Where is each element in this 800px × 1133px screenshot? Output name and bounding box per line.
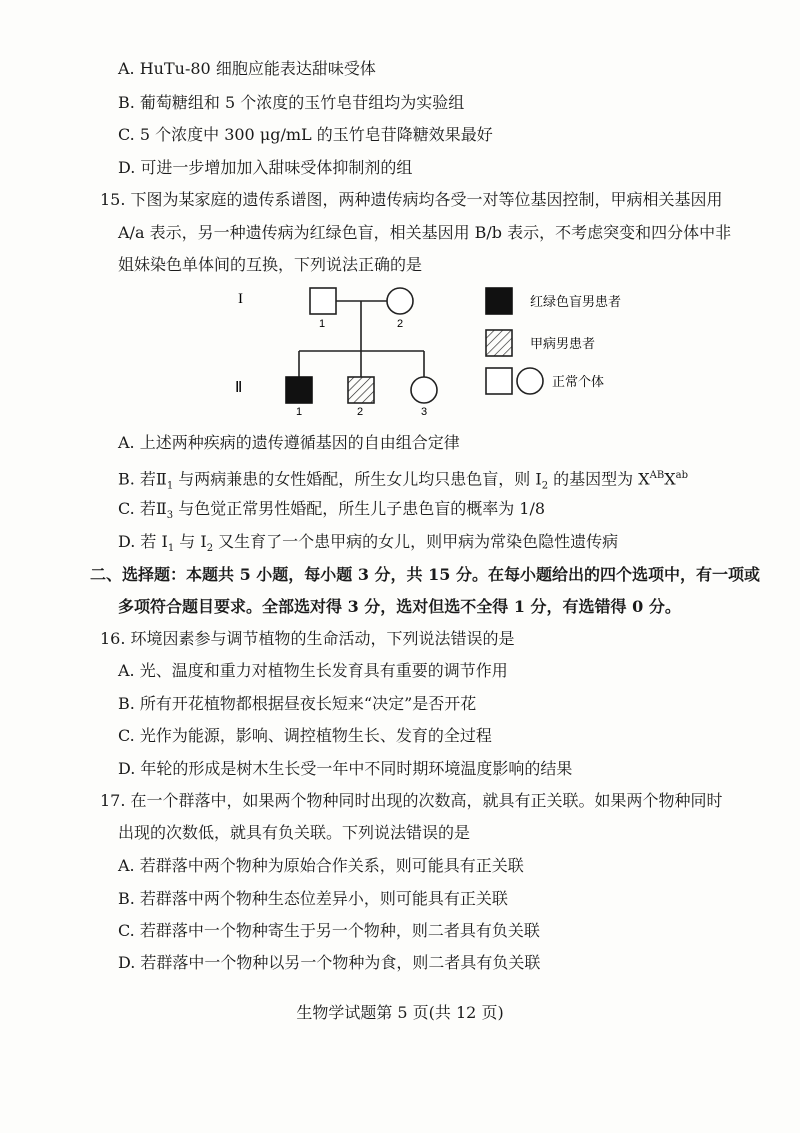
legend-normal-male-icon [486,368,512,394]
generation-1-label: I [238,291,243,307]
individual-number: 3 [421,406,428,418]
page-footer: 生物学试题第 5 页(共 12 页) [296,1003,504,1022]
q15-option-c: C. 若$Ⅱ_3$ 与色觉正常男性婚配，所生儿子患色盲的概率为 1/8 [118,499,546,522]
q16-stem: 16. 环境因素参与调节植物的生命活动，下列说法错误的是 [100,629,515,648]
q17-stem-line1: 17. 在一个群落中，如果两个物种同时出现的次数高，就具有正关联。如果两个物种同时 [100,791,723,810]
individual-I2-female-normal [387,288,413,314]
q17-stem-line2: 出现的次数低，就具有负关联。下列说法错误的是 [118,823,471,842]
q15-stem-line2: A/a 表示，另一种遗传病为红绿色盲，相关基因用 B/b 表示，不考虑突变和四分体中非 [118,223,732,242]
individual-number: 2 [397,318,404,330]
q16-option-c: C. 光作为能源，影响、调控植物生长、发育的全过程 [118,726,492,745]
legend-normal-label: 正常个体 [552,375,605,390]
q15-option-a: A. 上述两种疾病的遗传遵循基因的自由组合定律 [118,433,460,452]
generation-2-label: Ⅱ [235,380,243,396]
pedigree-chart [230,280,650,420]
q14-option-c: C. 5 个浓度中 300 μg/mL 的玉竹皂苷降糖效果最好 [118,125,493,144]
individual-number: 1 [319,318,326,330]
legend-disease-a-male-label: 甲病男患者 [530,337,596,352]
q15-option-b: B. 若$Ⅱ_1$ 与两病兼患的女性婚配，所生女儿均只患色盲，则 $I_2$ 的基因型为 $X^{AB}X^{ab}$ [118,469,688,492]
legend-colorblind-male-icon [486,288,512,314]
legend-normal-female-icon [517,368,543,394]
q17-option-a: A. 若群落中两个物种为原始合作关系，则可能具有正关联 [118,856,524,875]
q14-option-d: D. 可进一步增加加入甜味受体抑制剂的组 [118,158,413,177]
q15-option-d: D. 若 $I_1$ 与 $I_2$ 又生育了一个患甲病的女儿，则甲病为常染色隐性遗传病 [118,532,619,555]
q16-option-b: B. 所有开花植物都根据昼夜长短来“决定”是否开花 [118,694,477,713]
individual-I1-male-normal [310,288,336,314]
individual-II1-male-colorblind [286,377,312,403]
q15-stem-line1: 15. 下图为某家庭的遗传系谱图，两种遗传病均各受一对等位基因控制，甲病相关基因用 [100,190,723,209]
q16-option-d: D. 年轮的形成是树木生长受一年中不同时期环境温度影响的结果 [118,759,573,778]
legend-colorblind-male-label: 红绿色盲男患者 [530,295,622,310]
q14-option-a: A. HuTu-80 细胞应能表达甜味受体 [118,59,376,78]
q17-option-b: B. 若群落中两个物种生态位差异小，则可能具有正关联 [118,889,508,908]
q14-option-b: B. 葡萄糖组和 5 个浓度的玉竹皂苷组均为实验组 [118,93,465,112]
section2-instructions-line2: 多项符合题目要求。全部选对得 3 分，选对但选不全得 1 分，有选错得 0 分。 [118,597,681,616]
q16-option-a: A. 光、温度和重力对植物生长发育具有重要的调节作用 [118,661,508,680]
individual-II3-female-normal [411,377,437,403]
q17-option-d: D. 若群落中一个物种以另一个物种为食，则二者具有负关联 [118,953,541,972]
individual-number: 2 [357,406,364,418]
q15-stem-line3: 姐妹染色单体间的互换，下列说法正确的是 [118,255,423,274]
individual-number: 1 [296,406,303,418]
individual-II2-male-disease-a [348,377,374,403]
section2-instructions-line1: 二、选择题：本题共 5 小题，每小题 3 分，共 15 分。在每小题给出的四个选项中，有一项或 [90,565,760,584]
q17-option-c: C. 若群落中一个物种寄生于另一个物种，则二者具有负关联 [118,921,540,940]
legend-disease-a-male-icon [486,330,512,356]
